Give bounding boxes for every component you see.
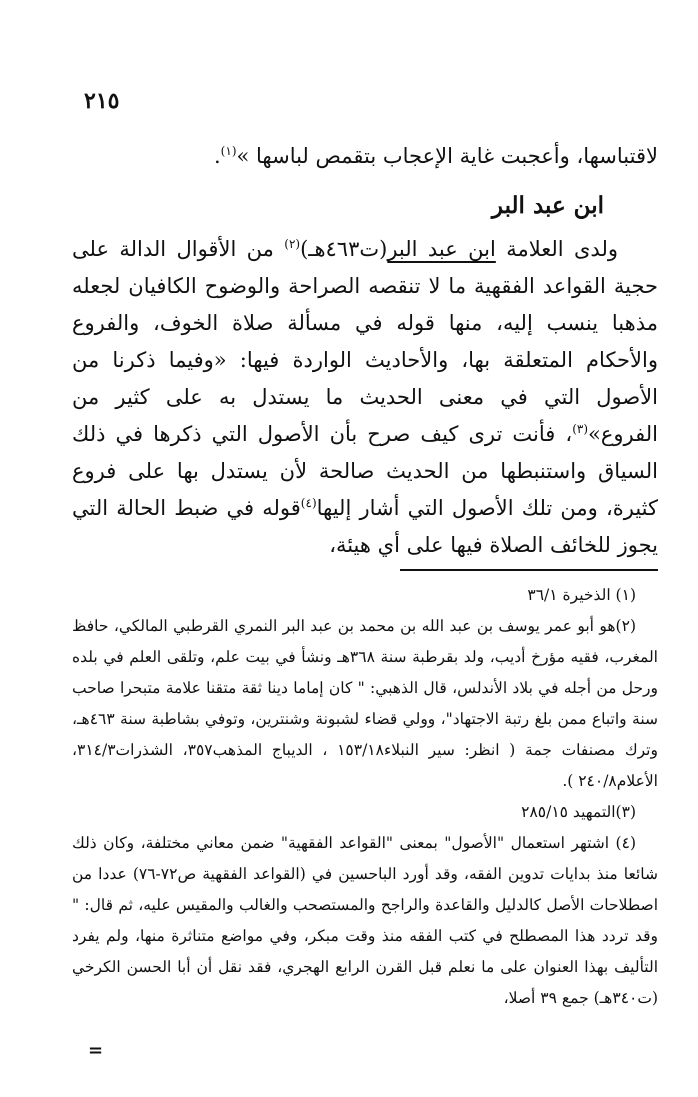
page-number: ٢١٥ — [84, 88, 120, 114]
paragraph-end: . — [213, 144, 221, 168]
footnote-2: (٢)هو أبو عمر يوسف بن عبد الله بن محمد بن عبد البر النمري القرطبي المالكي، حافظ المغرب، فقيه مؤرخ أديب، ولد بقرطبة سنة ٣٦٨هـ ونشأ في بيت علم، وتلقى العلم في بلده ورحل من أجله في بلاد الأندلس، قال الذهبي: " كان إماما دينا ثقة متقنا علامة متبحرا صاحب سنة واتباع ممن بلغ رتبة الاجتهاد"، وولي قضاء لشبونة وشنترين، وتوفي بشاطبة سنة ٤٦٣هـ، وترك مصنفات جمة ( انظر: سير النبلاء١٥٣/١٨ ، الديباج المذهب٣٥٧، الشذرات٣١٤/٣، الأعلام٢٤٠/٨ ). — [72, 617, 658, 790]
footnote-ref-4[interactable]: (٤) — [300, 496, 317, 510]
footnotes — [72, 580, 658, 1014]
paragraph-text: ، فأنت ترى كيف صرح بأن الأصول التي ذكرها في ذلك السياق واستنبطها من الحديث صالحة لأن يستدل بها على فروع كثيرة، ومن تلك الأصول التي أشار إليها — [72, 422, 658, 520]
paragraph-text: قوله في ضبط الحالة التي يجوز للخائف الصلاة فيها على أي هيئة، — [72, 496, 658, 557]
paragraph-ibn-abd-al-barr — [72, 231, 658, 564]
paragraph-text: لاقتباسها، وأعجبت غاية الإعجاب بتقمص لباسها » — [236, 144, 658, 168]
footnote-ref-1[interactable]: (١) — [220, 144, 237, 158]
paragraph-continuation — [72, 138, 658, 175]
footnote-3: (٣)التمهيد ٢٨٥/١٥ — [521, 803, 636, 821]
footnote-separator — [400, 569, 658, 571]
footnote-4: (٤) اشتهر استعمال "الأصول" بمعنى "القواعد الفقهية" ضمن معاني مختلفة، وكان ذلك شائعا منذ بدايات تدوين الفقه، وقد أورد الباحسين في (القواعد الفقهية ص٧٢-٧٦) عددا من اصطلاحات الأصل كالدليل والقاعدة والراجح والمستصحب والغالب والمقيس عليه، ثم قال: " وقد تردد هذا المصطلح في كتب الفقه منذ وقت مبكر، وفي مواضع متناثرة منها، ولم يفرد التأليف بهذا العنوان على ما نعلم قبل القرن الرابع الهجري، فقد نقل أن أبا الحسن الكرخي (ت٣٤٠هـ) جمع ٣٩ أصلا، — [72, 834, 658, 1007]
death-date: (ت٤٦٣هـ) — [300, 237, 388, 261]
paragraph-text: من الأقوال الدالة على حجية القواعد الفقهية ما لا تنقصه الصراحة والوضوح الكافيان لجعله مذهبا ينسب إليه، منها قوله في مسألة صلاة الخوف، والفروع والأحكام المتعلقة بها، والأحاديث الواردة فيها: «وفيما ذكرنا من الأصول التي في معنى الحديث ما يستدل به على كثير من الفروع» — [72, 237, 658, 446]
underlined-name: ابن عبد البر — [387, 237, 496, 261]
footnote-1: (١) الذخيرة ٣٦/١ — [527, 586, 636, 604]
continuation-mark: = — [88, 1040, 104, 1061]
paragraph-text: ولدى العلامة — [495, 237, 618, 261]
footnote-ref-3[interactable]: (٣) — [572, 422, 589, 436]
footnote-ref-2[interactable]: (٢) — [284, 237, 301, 251]
main-text — [72, 138, 658, 564]
section-heading: ابن عبد البر — [491, 192, 604, 219]
